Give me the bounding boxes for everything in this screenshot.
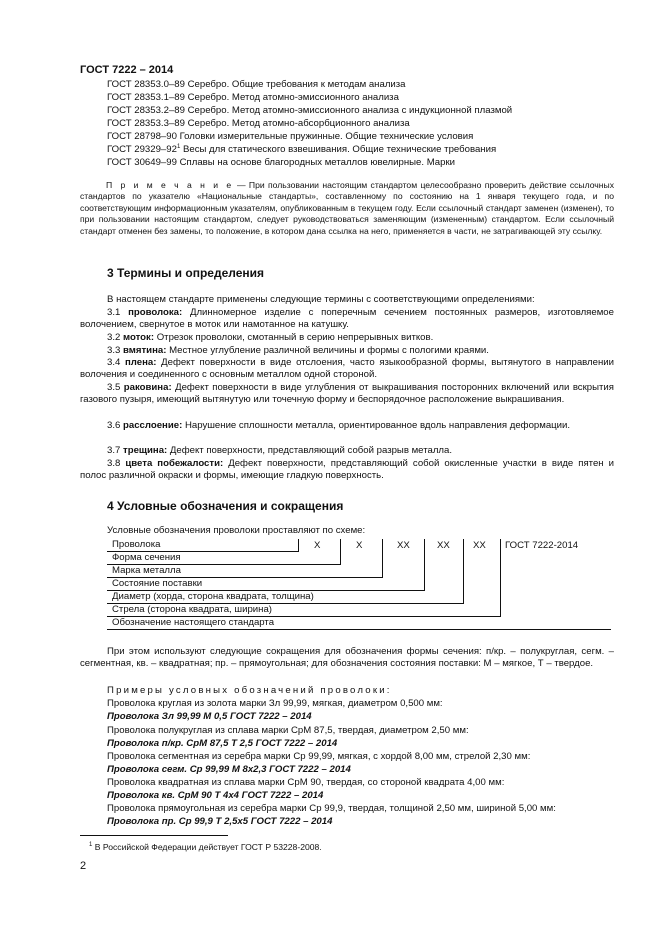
- reference-item: ГОСТ 28353.3–89 Серебро. Метод атомно-абсорбционного анализа: [107, 118, 410, 129]
- term-3-1: 3.1 проволока: Длинномерное изделие с поперечным сечением постоянных размеров, изготовляемое волочением, свернутое в моток или намотанное на катушку.: [80, 307, 614, 331]
- scheme-label: Проволока: [112, 539, 161, 550]
- example-designation: Проволока пр. Ср 99,9 Т 2,5х5 ГОСТ 7222 – 2014: [107, 816, 333, 827]
- reference-item: ГОСТ 28798–90 Головки измерительные пружинные. Общие технические условия: [107, 131, 474, 142]
- scheme-label: Диаметр (хорда, сторона квадрата, толщина): [112, 591, 314, 602]
- reference-title: Весы для статического взвешивания. Общие технические требования: [180, 144, 497, 156]
- scheme-code: ГОСТ 7222-2014: [505, 540, 579, 551]
- scheme-label: Состояние поставки: [112, 578, 203, 589]
- term-3-5: 3.5 раковина: Дефект поверхности в виде углубления от выкрашивания посторонних включений или вскрытия газового пузыря, имеющий вытянутую или точечную форму и беспорядочное расположение выкрашивания.: [80, 382, 614, 406]
- scheme-tick: [500, 539, 501, 617]
- reference-item: ГОСТ 28353.1–89 Серебро. Метод атомно-эмиссионного анализа: [107, 92, 399, 103]
- term-3-8: 3.8 цвета побежалости: Дефект поверхности, представляющий собой окисленные участки в виде пятен и полос различной окраски и формы, имеющие гладкую поверхность.: [80, 458, 614, 482]
- example-designation: Проволока сегм. Ср 99,99 М 8х2,3 ГОСТ 7222 – 2014: [107, 764, 351, 775]
- scheme-line: [107, 551, 298, 552]
- scheme-code: X: [356, 540, 363, 551]
- reference-item: [107, 144, 496, 155]
- scheme-tick: [340, 539, 341, 565]
- term-3-2: 3.2 моток: Отрезок проволоки, смотанный в серию непрерывных витков.: [107, 332, 434, 343]
- scheme-line: [107, 629, 611, 630]
- term-3-6: 3.6 расслоение: Нарушение сплошности металла, ориентированное вдоль направления деформации.: [107, 420, 571, 431]
- scheme-tick: [424, 539, 425, 591]
- term-3-3: 3.3 вмятина: Местное углубление различной величины и формы с пологими краями.: [107, 345, 489, 356]
- scheme-label: Марка металла: [112, 565, 181, 576]
- scheme-label: Обозначение настоящего стандарта: [112, 617, 275, 628]
- reference-item: ГОСТ 30649–99 Сплавы на основе благородных металлов ювелирные. Марки: [107, 157, 456, 168]
- page-number: 2: [80, 860, 87, 872]
- reference-code: ГОСТ 29329–92: [107, 144, 177, 156]
- scheme-tick: [382, 539, 383, 578]
- reference-item: ГОСТ 28353.2–89 Серебро. Метод атомно-эмиссионного анализа с индукционной плазмой: [107, 105, 513, 116]
- example-description: Проволока сегментная из серебра марки Ср 99,99, мягкая, с хордой 8,00 мм, стрелой 2,30 мм:: [107, 751, 531, 762]
- note-text: — При пользовании настоящим стандартом целесообразно проверить действие ссылочных стандартов по указателю «Национальные стандарты», составленному по состоянию на 1 января текущего года, и по соответствующим информационным указателям, опубликованным в текущем году. Если ссылочный стандарт заменен (изменен), то при пользовании настоящим стандартом, следует руководствоваться заменяющим (измененным) стандартом. Если ссылочный стандарт отменен без замены, то положение, в котором дана ссылка на него, применяется в части, не затрагивающей эту ссылку.: [80, 180, 615, 236]
- term-3-4: 3.4 плена: Дефект поверхности в виде отслоения, часто языкообразной формы, вытянутого в направлении волочения и соединенного с основным металлом одной стороной.: [80, 357, 614, 381]
- scheme-label: Стрела (сторона квадрата, ширина): [112, 604, 272, 615]
- example-description: Проволока прямоугольная из серебра марки Ср 99,9, твердая, толщиной 2,50 мм, шириной 5,00 мм:: [107, 803, 556, 814]
- scheme-tick: [463, 539, 464, 604]
- example-designation: Проволока Зл 99,99 М 0,5 ГОСТ 7222 – 2014: [107, 711, 312, 722]
- running-header: ГОСТ 7222 – 2014: [80, 64, 174, 76]
- scheme-line: [107, 577, 382, 578]
- footnote-rule: [80, 835, 228, 836]
- abbreviations-paragraph: При этом используют следующие сокращения для обозначения формы сечения: п/кр. – полукруглая, сегм. – сегментная, кв. – квадратная; пр. – прямоугольная; для обозначения состояния поставки: М – мягкое, Т – твердое.: [80, 646, 614, 670]
- examples-heading: Примеры условных обозначений проволоки:: [107, 685, 392, 696]
- term-3-7: 3.7 трещина: Дефект поверхности, представляющий собой разрыв металла.: [107, 445, 453, 456]
- scheme-line: [107, 590, 424, 591]
- scheme-line: [107, 603, 463, 604]
- example-description: Проволока квадратная из сплава марки СрМ 90, твердая, со стороной квадрата 4,00 мм:: [107, 777, 505, 788]
- scheme-code: XX: [437, 540, 450, 551]
- scheme-tick: [298, 539, 299, 552]
- scheme-code: XX: [473, 540, 486, 551]
- footnote: [89, 842, 322, 852]
- scheme-intro: Условные обозначения проволоки проставляют по схеме:: [107, 525, 366, 536]
- example-designation: Проволока п/кр. СрМ 87,5 Т 2,5 ГОСТ 7222 – 2014: [107, 738, 338, 749]
- example-description: Проволока круглая из золота марки Зл 99,99, мягкая, диаметром 0,500 мм:: [107, 698, 443, 709]
- scheme-line: [107, 564, 340, 565]
- footnote-mark: 1: [176, 144, 181, 150]
- section-4-title: 4 Условные обозначения и сокращения: [107, 499, 344, 513]
- footnote-mark: 1: [89, 842, 93, 849]
- reference-item: ГОСТ 28353.0–89 Серебро. Общие требования к методам анализа: [107, 79, 406, 90]
- footnote-text: В Российской Федерации действует ГОСТ Р 53228-2008.: [92, 842, 322, 852]
- section-3-intro: В настоящем стандарте применены следующие термины с соответствующими определениями:: [107, 294, 535, 305]
- scheme-code: X: [314, 540, 321, 551]
- note-block: [80, 180, 614, 237]
- example-description: Проволока полукруглая из сплава марки СрМ 87,5, твердая, диаметром 2,50 мм:: [107, 725, 469, 736]
- scheme-line: [107, 616, 500, 617]
- scheme-code: XX: [397, 540, 410, 551]
- example-designation: Проволока кв. СрМ 90 Т 4х4 ГОСТ 7222 – 2014: [107, 790, 324, 801]
- section-3-title: 3 Термины и определения: [107, 266, 265, 280]
- note-label: П р и м е ч а н и е: [106, 180, 234, 190]
- scheme-label: Форма сечения: [112, 552, 181, 563]
